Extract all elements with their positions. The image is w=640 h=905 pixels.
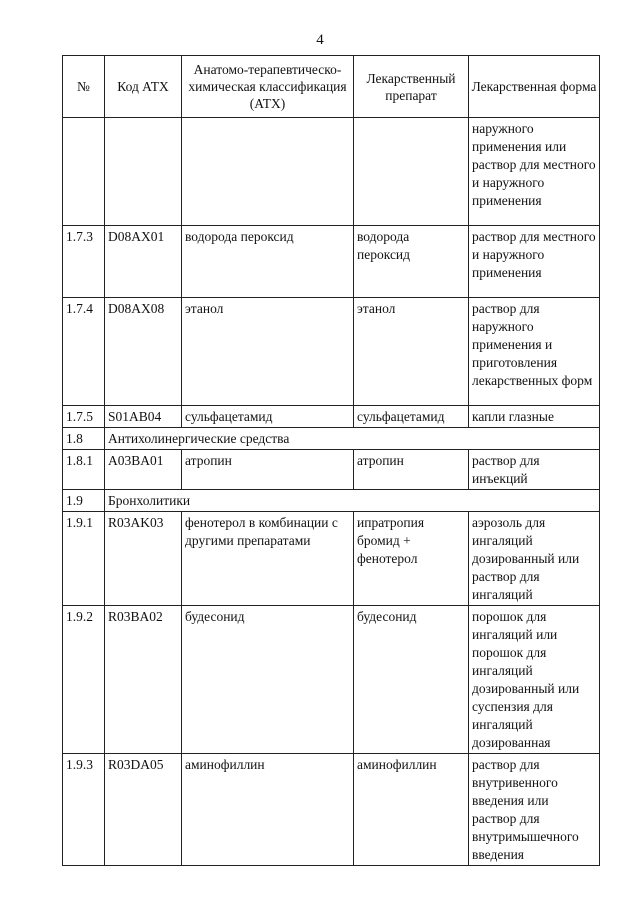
cell-num: 1.7.4 [63,298,105,406]
section-title: Антихолинергические средства [105,428,600,450]
cell-drug: будесонид [354,606,469,754]
cell-drug: сульфацетамид [354,406,469,428]
cell-form: аэрозоль для ингаляций дозированный или раствор для ингаляций [469,512,600,606]
cell-drug: водорода пероксид [354,226,469,298]
cell-form: раствор для внутривенного введения или раствор для внутримышечного введения [469,754,600,866]
table-row [63,226,600,298]
cell-form: капли глазные [469,406,600,428]
cell-code: S01AB04 [105,406,182,428]
table-row [63,450,600,490]
cell-drug: ипратропия бромид + фенотерол [354,512,469,606]
header-num: № [63,56,105,118]
header-classification: Анатомо-терапевтическо-химическая классификация (АТХ) [182,56,354,118]
cell-classification [182,118,354,226]
table-row [63,298,600,406]
cell-form: раствор для инъекций [469,450,600,490]
header-drug: Лекарственный препарат [354,56,469,118]
section-row [63,428,600,450]
section-title: Бронхолитики [105,490,600,512]
cell-classification: аминофиллин [182,754,354,866]
cell-classification: фенотерол в комбинации с другими препаратами [182,512,354,606]
cell-drug [354,118,469,226]
cell-classification: будесонид [182,606,354,754]
table-row [63,512,600,606]
cell-code [105,118,182,226]
cell-form: раствор для наружного применения и приготовления лекарственных форм [469,298,600,406]
table-row [63,406,600,428]
cell-form: порошок для ингаляций или порошок для ингаляций дозированный или суспензия для ингаляций дозированная [469,606,600,754]
cell-code: R03BA02 [105,606,182,754]
cell-form: наружного применения или раствор для местного и наружного применения [469,118,600,226]
section-num: 1.9 [63,490,105,512]
cell-num: 1.9.3 [63,754,105,866]
cell-num: 1.9.1 [63,512,105,606]
cell-num: 1.9.2 [63,606,105,754]
cell-classification: водорода пероксид [182,226,354,298]
header-form: Лекарственная форма [469,56,600,118]
cell-code: A03BA01 [105,450,182,490]
table-row [63,606,600,754]
cell-drug: этанол [354,298,469,406]
cell-drug: атропин [354,450,469,490]
table-row-continued [63,118,600,226]
cell-num: 1.7.5 [63,406,105,428]
cell-num: 1.7.3 [63,226,105,298]
cell-drug: аминофиллин [354,754,469,866]
cell-code: R03AK03 [105,512,182,606]
cell-classification: этанол [182,298,354,406]
section-num: 1.8 [63,428,105,450]
table-header-row [63,56,600,118]
cell-code: D08AX01 [105,226,182,298]
cell-code: D08AX08 [105,298,182,406]
page-number: 4 [316,32,324,48]
cell-form: раствор для местного и наружного применения [469,226,600,298]
cell-num [63,118,105,226]
table-row [63,754,600,866]
cell-code: R03DA05 [105,754,182,866]
cell-classification: атропин [182,450,354,490]
drug-table [62,55,600,866]
cell-num: 1.8.1 [63,450,105,490]
header-atc-code: Код АТХ [105,56,182,118]
cell-classification: сульфацетамид [182,406,354,428]
section-row [63,490,600,512]
